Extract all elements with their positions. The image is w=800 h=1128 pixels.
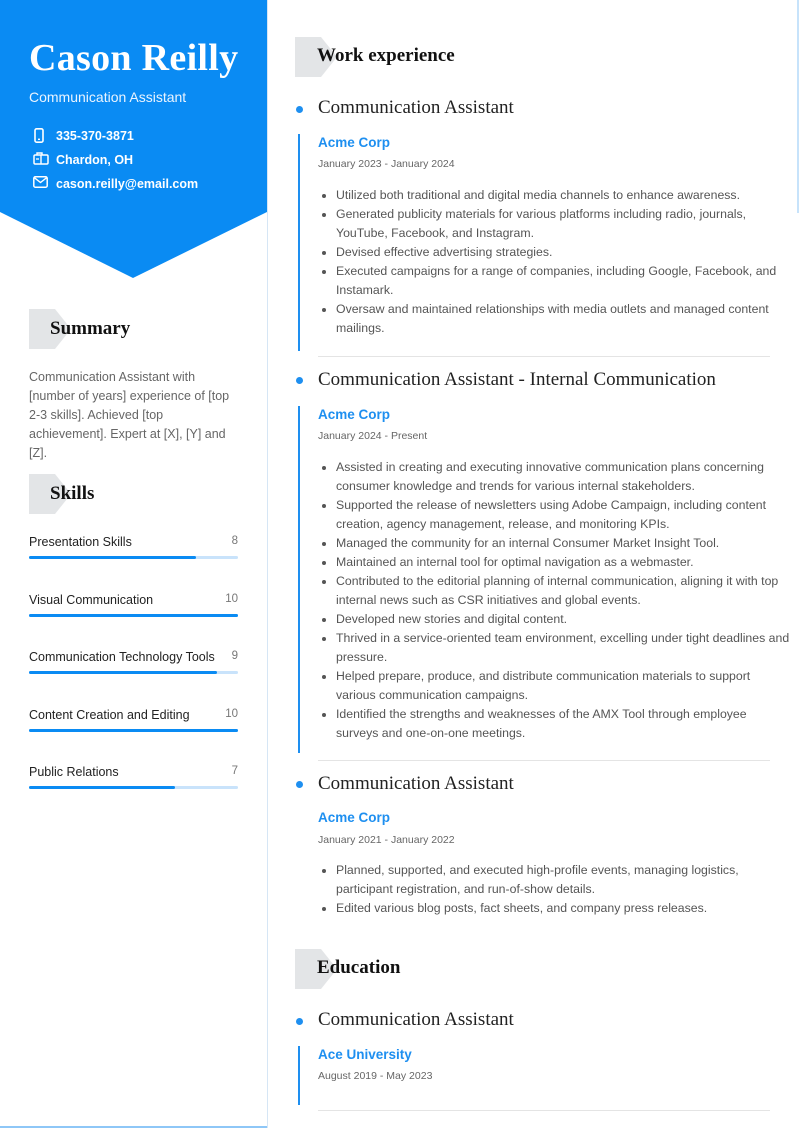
- location-text: Chardon, OH: [56, 153, 134, 167]
- job-bullet: • Generated publicity materials for various platforms including radio, journals, YouTube, Facebook, and Instagram.: [336, 205, 791, 243]
- timeline-line: [298, 1046, 300, 1105]
- work-experience-heading: [295, 37, 595, 77]
- education-title: Education: [317, 957, 401, 978]
- skill-bar-fill: [29, 614, 238, 617]
- job-bullets: [318, 861, 791, 918]
- timeline-dot: [296, 106, 303, 113]
- school-name: Ace University: [318, 1047, 412, 1062]
- skills-heading: [29, 474, 269, 514]
- section-divider: [318, 356, 770, 357]
- work-experience-title: Work experience: [317, 45, 455, 66]
- company-name: Acme Corp: [318, 135, 391, 150]
- skill-item: [29, 593, 238, 607]
- job-bullet: • Oversaw and maintained relationships with media outlets and managed content mailings.: [336, 300, 791, 338]
- skill-bar: [29, 556, 238, 559]
- job-bullet: • Executed campaigns for a range of companies, including Google, Facebook, and Instamark.: [336, 262, 791, 300]
- skill-name: Visual Communication: [29, 593, 154, 607]
- job-title: Communication Assistant - Internal Communication: [318, 369, 716, 390]
- skill-level: 10: [225, 708, 238, 720]
- skill-bar-fill: [29, 556, 196, 559]
- job-bullet: • Thrived in a service-oriented team environment, excelling under tight deadlines and pressure.: [336, 629, 791, 667]
- contact-email[interactable]: [33, 176, 198, 192]
- job-bullet: • Identified the strengths and weaknesses of the AMX Tool through employee surveys and one-on-one meetings.: [336, 705, 791, 743]
- email-text: cason.reilly@email.com: [56, 177, 199, 191]
- job-title: Communication Assistant: [318, 97, 514, 118]
- section-divider: [318, 760, 770, 761]
- degree-title: Communication Assistant: [318, 1009, 514, 1030]
- skill-level: 9: [231, 650, 238, 662]
- job-dates: January 2024 - Present: [318, 430, 428, 442]
- job-dates: January 2021 - January 2022: [318, 834, 455, 846]
- job-bullet: • Developed new stories and digital content.: [336, 610, 791, 629]
- timeline-line: [298, 406, 300, 753]
- candidate-name: Cason Reilly: [29, 37, 239, 79]
- job-bullets: [318, 186, 791, 338]
- education-dates: August 2019 - May 2023: [318, 1070, 433, 1082]
- job-bullet: • Assisted in creating and executing innovative communication plans concerning consumer knowledge and trends for various internal stakeholders.: [336, 458, 791, 496]
- skill-level: 7: [231, 765, 238, 777]
- skill-bar: [29, 671, 238, 674]
- skill-item: [29, 765, 238, 779]
- job-bullet: • Maintained an internal tool for optimal navigation as a webmaster.: [336, 553, 791, 572]
- job-bullet: • Managed the community for an internal Consumer Market Insight Tool.: [336, 534, 791, 553]
- section-divider: [318, 1110, 770, 1111]
- skill-bar: [29, 729, 238, 732]
- phone-icon: [33, 128, 49, 144]
- candidate-role: Communication Assistant: [29, 89, 187, 105]
- job-bullet: • Planned, supported, and executed high-profile events, managing logistics, participant registration, and run-of-show details.: [336, 861, 791, 899]
- skill-bar-fill: [29, 786, 175, 789]
- page-edge-accent: [797, 0, 799, 213]
- timeline-dot: [296, 1018, 303, 1025]
- company-name: Acme Corp: [318, 810, 391, 825]
- timeline-dot: [296, 781, 303, 788]
- summary-title: Summary: [50, 318, 131, 339]
- sidebar: [0, 0, 268, 1128]
- contact-phone[interactable]: [33, 128, 134, 144]
- company-name: Acme Corp: [318, 407, 391, 422]
- location-icon: [33, 152, 49, 168]
- job-bullet: • Utilized both traditional and digital media channels to enhance awareness.: [336, 186, 791, 205]
- job-bullet: • Devised effective advertising strategies.: [336, 243, 791, 262]
- job-bullet: • Helped prepare, produce, and distribute communication materials to support various communication campaigns.: [336, 667, 791, 705]
- skill-bar: [29, 786, 238, 789]
- summary-heading: [29, 309, 269, 349]
- job-bullet: • Contributed to the editorial planning of internal communication, aligning it with top internal news such as CSR initiatives and global events.: [336, 572, 791, 610]
- email-icon: [33, 176, 49, 192]
- phone-text: 335-370-3871: [56, 129, 134, 143]
- job-title: Communication Assistant: [318, 773, 514, 794]
- job-dates: January 2023 - January 2024: [318, 158, 455, 170]
- skill-name: Communication Technology Tools: [29, 650, 215, 664]
- skill-item: [29, 535, 238, 549]
- contact-location: [33, 152, 133, 168]
- skill-level: 8: [231, 535, 238, 547]
- skill-name: Content Creation and Editing: [29, 708, 190, 722]
- timeline-line: [298, 134, 300, 351]
- skill-bar: [29, 614, 238, 617]
- job-bullets: [318, 458, 791, 743]
- job-bullet: • Edited various blog posts, fact sheets, and company press releases.: [336, 899, 791, 918]
- skill-item: [29, 708, 238, 722]
- header-banner: [0, 0, 267, 278]
- skill-name: Public Relations: [29, 765, 119, 779]
- skill-level: 10: [225, 593, 238, 605]
- skill-item: [29, 650, 238, 664]
- education-heading: [295, 949, 595, 989]
- skill-name: Presentation Skills: [29, 535, 132, 549]
- skill-bar-fill: [29, 671, 217, 674]
- skills-title: Skills: [50, 483, 95, 504]
- job-bullet: • Supported the release of newsletters using Adobe Campaign, including content creation, agency management, release, and monitoring KPIs.: [336, 496, 791, 534]
- skill-bar-fill: [29, 729, 238, 732]
- summary-text: Communication Assistant with [number of years] experience of [top 2-3 skills]. Achieved [top achievement]. Expert at [X], [Y] and [Z].: [29, 370, 230, 460]
- timeline-dot: [296, 377, 303, 384]
